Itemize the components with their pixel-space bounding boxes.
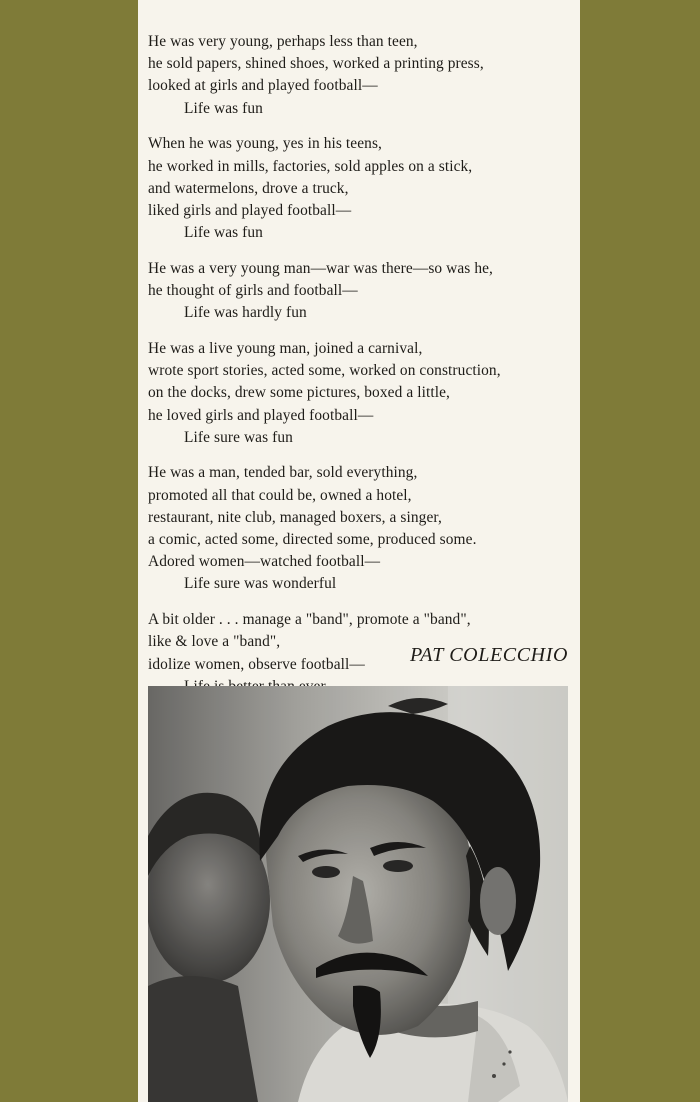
- poem-line: restaurant, nite club, managed boxers, a singer,: [148, 508, 442, 526]
- poem-line: on the docks, drew some pictures, boxed a little,: [148, 384, 450, 402]
- poem-line: liked girls and played football—: [148, 201, 352, 219]
- poem-line: He was a very young man—war was there—so was he,: [148, 259, 494, 277]
- stanza: [148, 258, 576, 325]
- stanza: [148, 31, 576, 120]
- poem-line: and watermelons, drove a truck,: [148, 179, 349, 197]
- poem-line: he thought of girls and football—: [148, 282, 358, 300]
- poem-line: idolize women, observe football—: [148, 655, 365, 673]
- poem-line: like & love a "band",: [148, 633, 281, 651]
- refrain-line: Life sure was fun: [184, 428, 293, 446]
- poem-line: wrote sport stories, acted some, worked on construction,: [148, 362, 501, 380]
- poem-line: a comic, acted some, directed some, produced some.: [148, 531, 477, 549]
- stanza: [148, 462, 576, 595]
- author-name: PAT COLECCHIO: [409, 644, 568, 666]
- poem-line: he sold papers, shined shoes, worked a printing press,: [148, 55, 484, 73]
- stanza: [148, 133, 576, 244]
- stanza: [148, 338, 576, 449]
- poem-line: When he was young, yes in his teens,: [148, 135, 382, 153]
- poem-line: He was very young, perhaps less than teen,: [148, 33, 418, 50]
- poem-line: he loved girls and played football—: [148, 406, 374, 424]
- poem-line: he worked in mills, factories, sold apples on a stick,: [148, 157, 473, 175]
- poem-line: Adored women—watched football—: [148, 553, 381, 571]
- poem: [148, 31, 576, 711]
- poem-line: A bit older . . . manage a "band", promote a "band",: [148, 611, 471, 629]
- poem-line: looked at girls and played football—: [148, 77, 378, 95]
- refrain-line: Life sure was wonderful: [184, 575, 337, 593]
- poem-line: He was a live young man, joined a carnival,: [148, 339, 423, 357]
- portrait-photo: [148, 686, 568, 1102]
- poem-line: promoted all that could be, owned a hotel,: [148, 486, 412, 504]
- poem-line: He was a man, tended bar, sold everything,: [148, 464, 418, 482]
- refrain-line: Life was hardly fun: [184, 304, 307, 322]
- refrain-line: Life was fun: [184, 224, 263, 242]
- poem-panel: [138, 0, 580, 1102]
- refrain-line: Life was fun: [184, 99, 263, 117]
